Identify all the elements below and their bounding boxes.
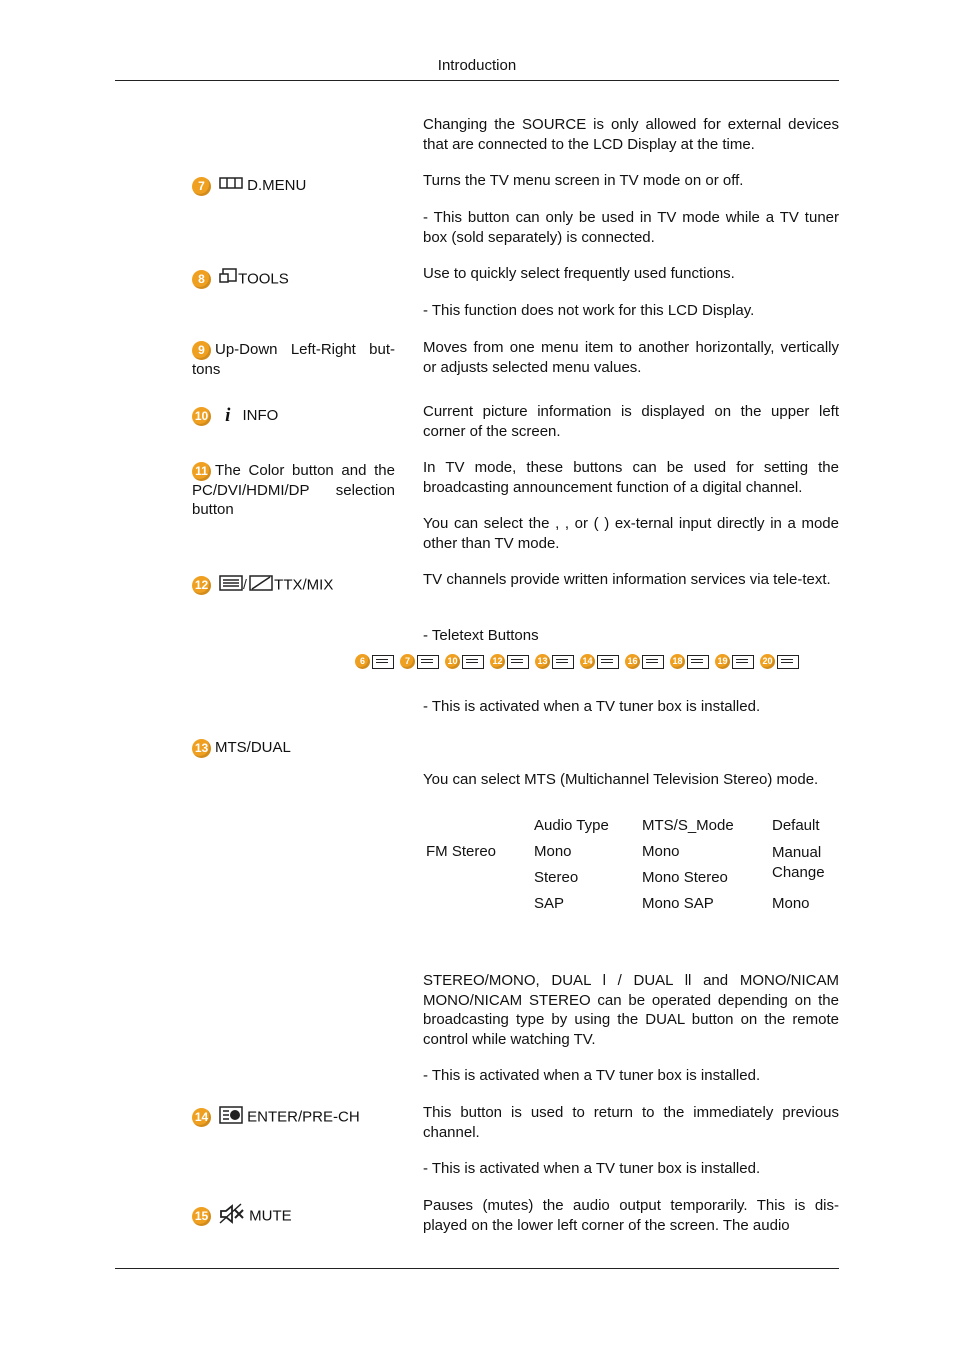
item-label: TTX/MIX xyxy=(274,576,334,594)
number-badge: 18 xyxy=(670,654,685,669)
svg-text:/: / xyxy=(243,576,248,592)
item-enter-label xyxy=(192,1106,395,1130)
teletext-button-13 xyxy=(535,653,574,670)
ttx-note: - Teletext Buttons xyxy=(423,627,539,644)
number-badge: 12 xyxy=(490,654,505,669)
tools-note: - This function does not work for this LCD Display. xyxy=(423,302,755,319)
header-rule xyxy=(115,80,839,81)
item-mts-label xyxy=(192,738,395,758)
d-menu-desc: Turns the TV menu screen in TV mode on or off. xyxy=(423,172,744,189)
page-header: Introduction xyxy=(437,57,517,74)
teletext-buttons-row xyxy=(355,652,835,672)
ttx-desc: TV channels provide written information services via tele-text. xyxy=(423,571,831,588)
number-badge: 11 xyxy=(192,462,211,481)
number-badge: 10 xyxy=(192,407,211,426)
teletext-icon xyxy=(597,655,619,669)
teletext-button-12 xyxy=(490,653,529,670)
item-label: INFO xyxy=(242,407,279,424)
number-badge: 14 xyxy=(580,654,595,669)
teletext-icon xyxy=(777,655,799,669)
table-cell: Mono xyxy=(642,843,680,860)
number-badge: 13 xyxy=(535,654,550,669)
teletext-icon xyxy=(507,655,529,669)
number-badge: 8 xyxy=(192,270,211,289)
number-badge: 20 xyxy=(760,654,775,669)
item-d-menu-label xyxy=(192,176,395,196)
mute-icon xyxy=(219,1203,245,1231)
table-row xyxy=(422,843,848,869)
number-badge: 7 xyxy=(400,654,415,669)
teletext-button-7 xyxy=(400,653,439,670)
enter-pre-ch-icon xyxy=(219,1106,243,1130)
enter-note: - This is activated when a TV tuner box is installed. xyxy=(423,1160,761,1177)
teletext-button-10 xyxy=(445,653,484,670)
item-tools-label xyxy=(192,268,395,292)
item-mute-label xyxy=(192,1203,395,1231)
table-cell: Default xyxy=(772,817,820,834)
ttx-mix-icon xyxy=(219,574,273,598)
table-cell: Audio Type xyxy=(534,817,609,834)
item-label: The Color button and the PC/DVI/HDMI/DP selection button xyxy=(192,462,395,519)
info-icon: i xyxy=(225,405,231,427)
teletext-button-19 xyxy=(715,653,754,670)
table-cell: Mono xyxy=(772,895,810,912)
number-badge: 14 xyxy=(192,1108,211,1127)
item-ttx-label xyxy=(192,574,395,598)
table-cell: MTS/S_Mode xyxy=(642,817,734,834)
table-cell: Mono xyxy=(534,843,572,860)
teletext-icon xyxy=(552,655,574,669)
table-row xyxy=(422,817,848,843)
table-cell: Manual Change xyxy=(772,844,825,881)
tools-desc: Use to quickly select frequently used functions. xyxy=(423,265,735,282)
item-info-label xyxy=(192,406,395,426)
number-badge: 6 xyxy=(355,654,370,669)
table-cell xyxy=(422,817,530,843)
item-label: ENTER/PRE-CH xyxy=(247,1108,360,1126)
mts-desc: You can select MTS (Multichannel Television Stereo) mode. xyxy=(423,771,819,788)
number-badge: 15 xyxy=(192,1207,211,1226)
teletext-icon xyxy=(372,655,394,669)
item-arrows-label xyxy=(192,340,395,379)
tools-icon xyxy=(219,268,237,292)
item-label: TOOLS xyxy=(238,270,289,288)
number-badge: 16 xyxy=(625,654,640,669)
teletext-icon xyxy=(732,655,754,669)
number-badge: 12 xyxy=(192,576,211,595)
info-desc: Current picture information is displayed on the upper left corner of the screen. xyxy=(423,403,839,440)
table-cell: Mono Stereo xyxy=(642,869,728,886)
item-label: MTS/DUAL xyxy=(215,739,291,756)
mts-table xyxy=(422,817,848,921)
item-label: Up-Down Left-Right but-tons xyxy=(192,341,395,378)
teletext-button-16 xyxy=(625,653,664,670)
number-badge: 10 xyxy=(445,654,460,669)
footer-rule xyxy=(115,1268,839,1269)
enter-desc: This button is used to return to the immediately previous channel. xyxy=(423,1104,839,1141)
d-menu-icon xyxy=(219,176,243,196)
table-cell: FM Stereo xyxy=(426,843,497,860)
item-label: D.MENU xyxy=(247,177,307,194)
teletext-icon xyxy=(417,655,439,669)
teletext-icon xyxy=(462,655,484,669)
color-desc: In TV mode, these buttons can be used for setting the broadcasting announcement function of a digital channel. xyxy=(423,459,839,496)
mts-note: STEREO/MONO, DUAL l / DUAL ll and MONO/NICAM MONO/NICAM STEREO can be operated depending on the broadcasting type by using the DUAL button on the remote control while watching TV. xyxy=(423,972,839,1048)
item-label: MUTE xyxy=(249,1207,292,1225)
number-badge: 13 xyxy=(192,739,211,758)
d-menu-note: - This button can only be used in TV mode while a TV tuner box (sold separately) is connected. xyxy=(423,209,839,246)
table-cell: Mono SAP xyxy=(642,895,714,912)
teletext-button-6 xyxy=(355,653,394,670)
mts-note2: - This is activated when a TV tuner box is installed. xyxy=(423,1067,761,1084)
number-badge: 19 xyxy=(715,654,730,669)
item-color-label xyxy=(192,461,395,520)
table-cell: Stereo xyxy=(534,869,579,886)
ttx-note2: - This is activated when a TV tuner box is installed. xyxy=(423,698,761,715)
teletext-button-14 xyxy=(580,653,619,670)
teletext-button-18 xyxy=(670,653,709,670)
color-note: You can select the , , or ( ) ex-ternal input directly in a mode other than TV mode. xyxy=(423,515,839,552)
number-badge: 7 xyxy=(192,177,211,196)
mute-desc: Pauses (mutes) the audio output temporarily. This is dis-played on the lower left corner of the screen. The audio xyxy=(423,1197,839,1234)
mts-table-wrap xyxy=(422,817,848,921)
arrows-desc: Moves from one menu item to another horizontally, vertically or adjusts selected menu values. xyxy=(423,339,839,376)
source-note: Changing the SOURCE is only allowed for external devices that are connected to the LCD Display at the time. xyxy=(423,116,839,153)
table-cell: SAP xyxy=(534,895,565,912)
number-badge: 9 xyxy=(192,341,211,360)
teletext-icon xyxy=(642,655,664,669)
teletext-icon xyxy=(687,655,709,669)
teletext-button-20 xyxy=(760,653,799,670)
